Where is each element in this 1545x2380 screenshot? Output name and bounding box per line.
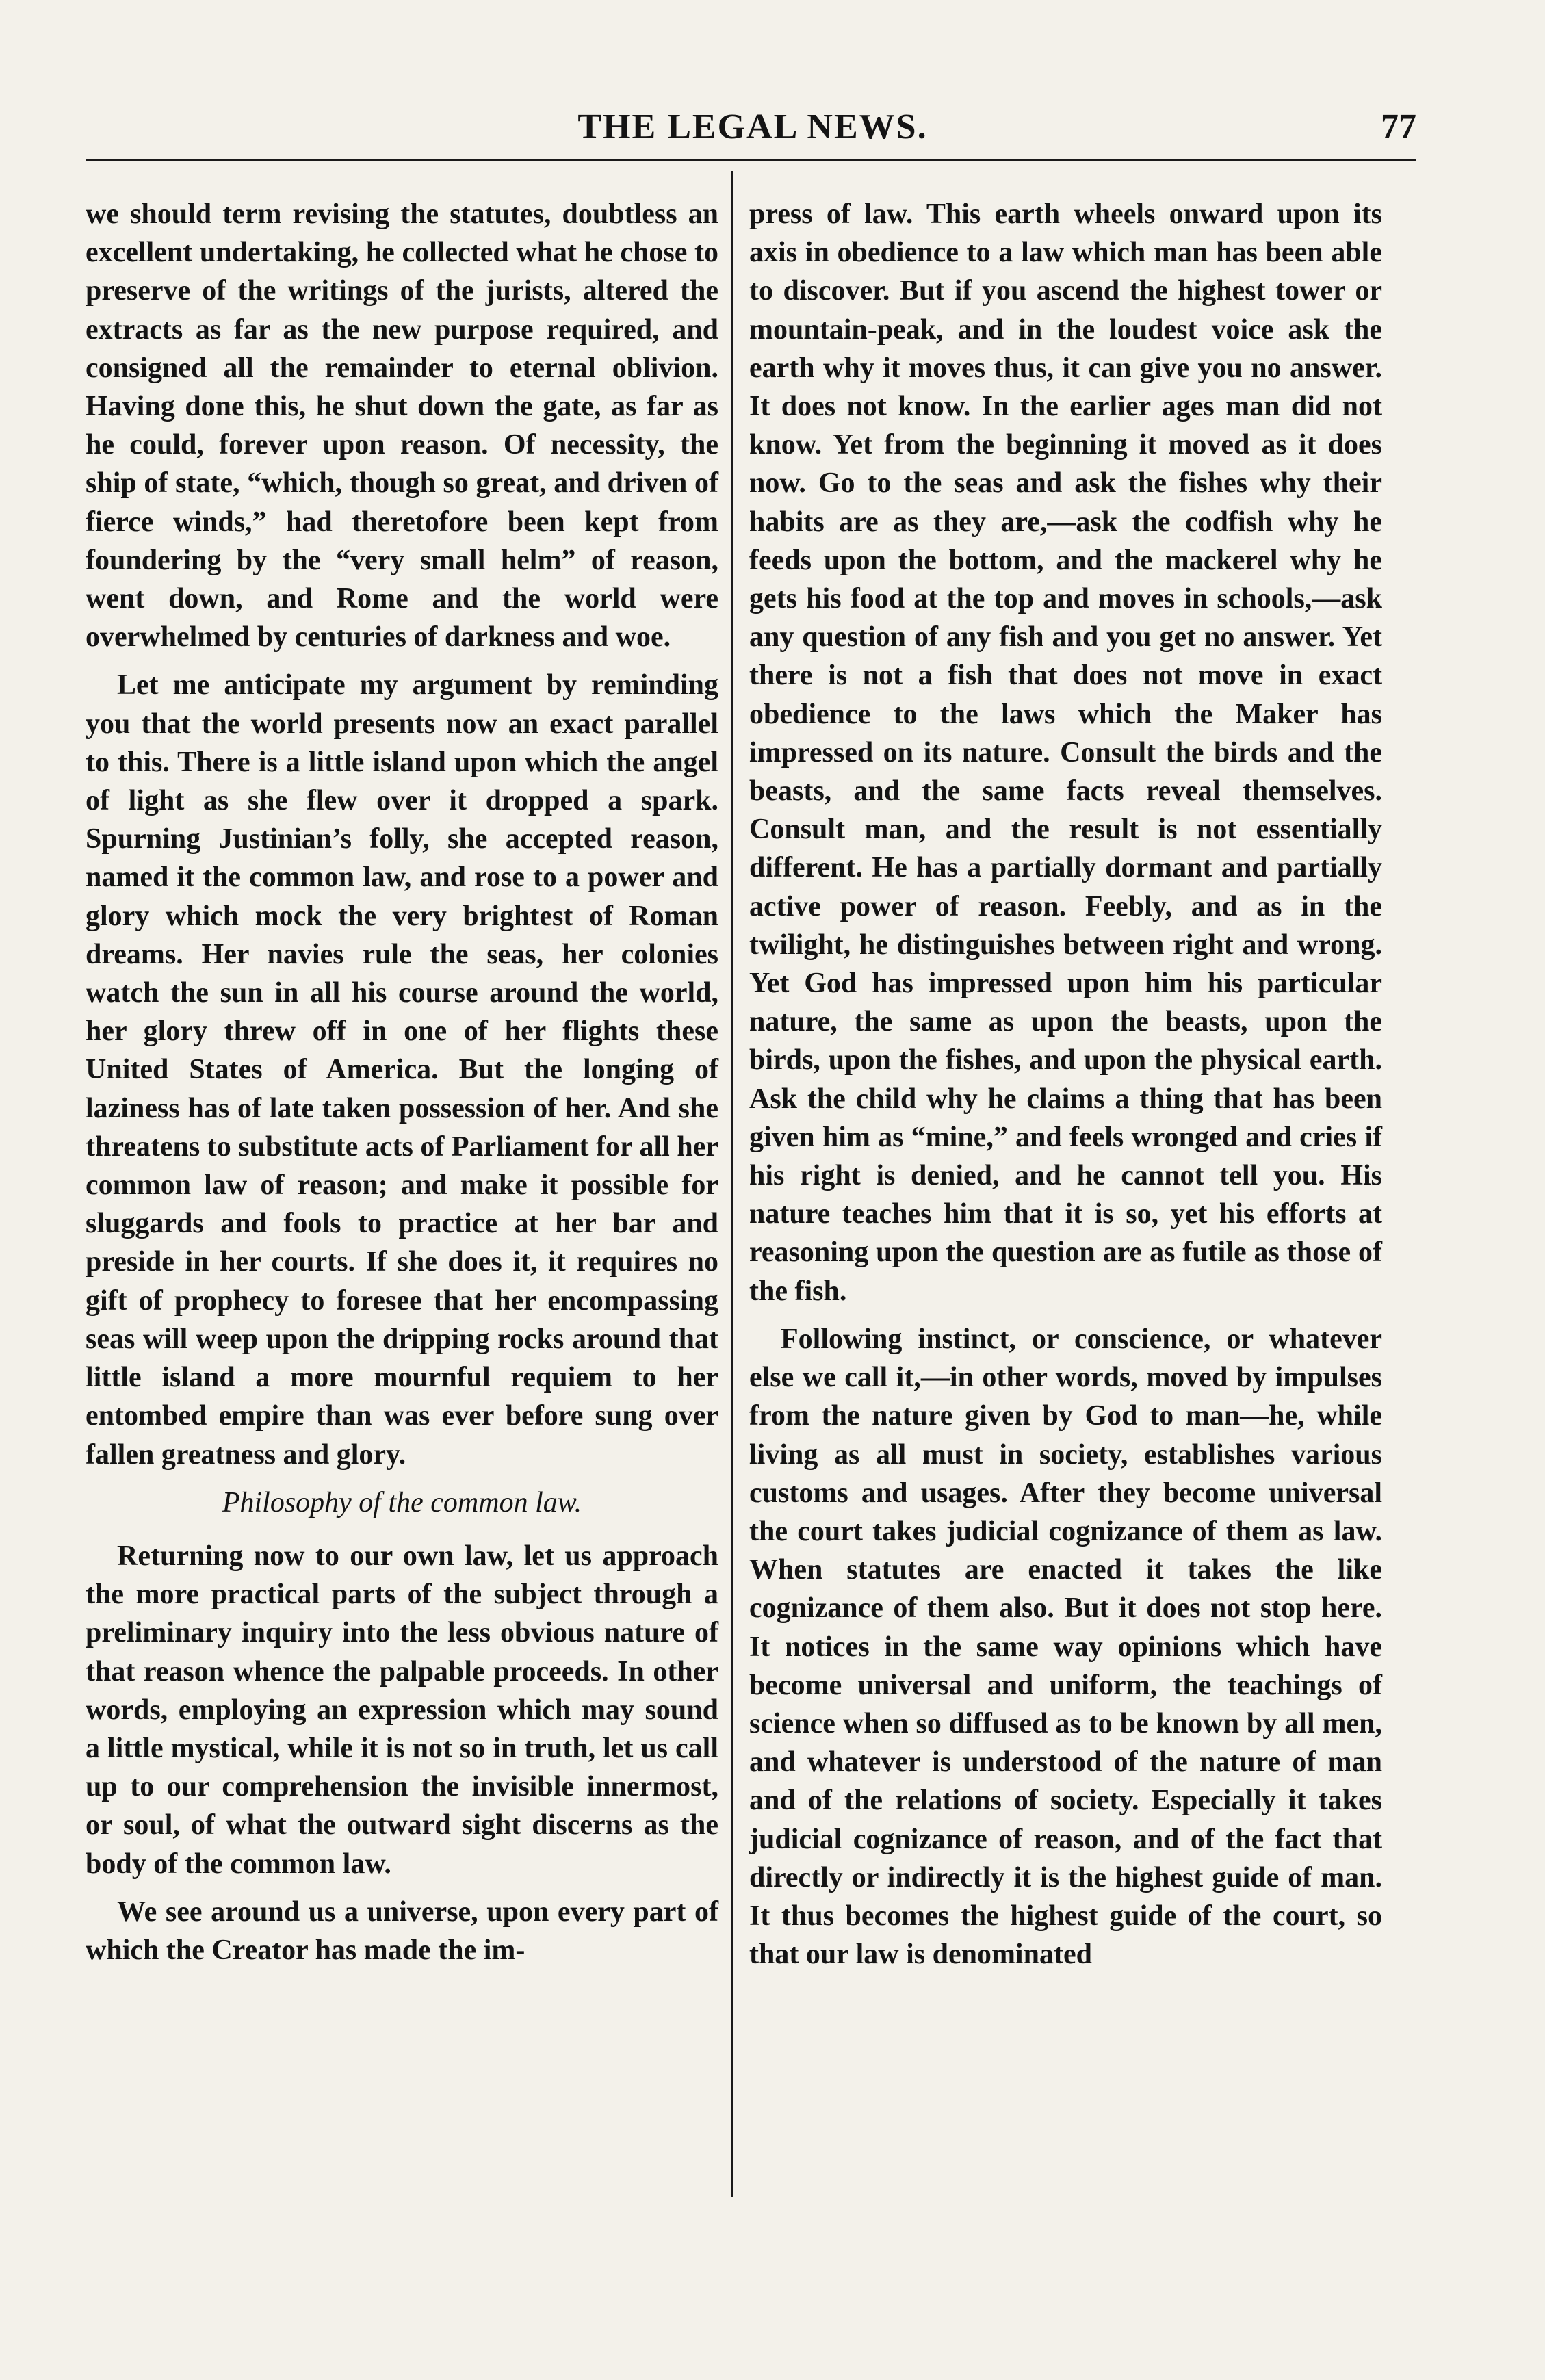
running-head: THE LEGAL NEWS. — [577, 107, 928, 146]
page-number: 77 — [1381, 107, 1416, 146]
section-heading: Philosophy of the common law. — [222, 1486, 582, 1518]
right-column — [749, 195, 1382, 1983]
paragraph: We see around us a universe, upon every part of which the Creator has made the im- — [86, 1896, 718, 1966]
header-rule — [86, 159, 1416, 161]
paragraph: press of law. This earth wheels onward upon its axis in obedience to a law which man has been able to discover. But if you ascend the highest tower or mountain-peak, and in the loudest voice ask the earth why it moves thus, it can give you no answer. It does not know. In the earlier ages man did not know. Yet from the beginning it moved as it does now. Go to the seas and ask the fishes why their habits are as they are,—ask the codfish why he feeds upon the bottom, and the mackerel why he gets his food at the top and moves in schools,—ask any question of any fish and you get no answer. Yet there is not a fish that does not move in exact obedience to the laws which the Maker has impressed on its nature. Consult the birds and the beasts, and the same facts reveal themselves. Consult man, and the result is not essentially different. He has a partially dormant and partially active power of reason. Feebly, and as in the twilight, he distinguishes between right and wrong. Yet God has impressed upon him his particular nature, the same as upon the beasts, upon the birds, upon the fishes, and upon the physical earth. Ask the child why he claims a thing that has been given him as “mine,” and feels wronged and cries if his right is denied, and he cannot tell you. His nature teaches him that it is so, yet his efforts at reasoning upon the question are as futile as those of the fish. — [749, 198, 1382, 1307]
paragraph: Returning now to our own law, let us approach the more practical parts of the subject through a preliminary inquiry into the less obvious nature of that reason whence the palpable proceeds. In other words, employing an expression which may sound a little mystical, while it is not so in truth, let us call up to our comprehension the invisible innermost, or soul, of what the outward sight discerns as the body of the common law. — [86, 1540, 718, 1880]
paragraph: we should term revising the statutes, doubtless an excellent undertaking, he collected what he chose to preserve of the writings of the jurists, altered the extracts as far as the new purpose required, and consigned all the remainder to eternal oblivion. Having done this, he shut down the gate, as far as he could, forever upon reason. Of necessity, the ship of state, “which, though so great, and driven of fierce winds,” had theretofore been kept from foundering by the “very small helm” of reason, went down, and Rome and the world were overwhelmed by centuries of darkness and woe. — [86, 198, 718, 654]
paragraph: Following instinct, or conscience, or whatever else we call it,—in other words, moved by impulses from the nature given by God to man—he, while living as all must in society, establishes various customs and usages. After they become universal the court takes judicial cognizance of them as law. When statutes are enacted it takes the like cognizance of them also. But it does not stop here. It notices in the same way opinions which have become universal and uniform, the teachings of science when so diffused as to be known by all men, and whatever is understood of the nature of man and of the relations of society. Especially it takes judicial cognizance of reason, and of the fact that directly or indirectly it is the highest guide of man. It thus becomes the highest guide of the court, so that our law is denominated — [749, 1323, 1382, 1971]
paragraph: Let me anticipate my argument by reminding you that the world presents now an exact parallel to this. There is a little island upon which the angel of light as she flew over it dropped a spark. Spurning Justinian’s folly, she accepted reason, named it the common law, and rose to a power and glory which mock the very brightest of Roman dreams. Her navies rule the seas, her colonies watch the sun in all his course around the world, her glory threw off in one of her flights these United States of America. But the longing of laziness has of late taken possession of her. And she threatens to substitute acts of Parliament for all her common law of reason; and make it possible for sluggards and fools to practice at her bar and preside in her courts. If she does it, it requires no gift of prophecy to foresee that her encompassing seas will weep upon the dripping rocks around that little island a more mournful requiem to her entombed empire than was ever before sung over fallen greatness and glory. — [86, 669, 718, 1471]
page-header — [89, 103, 1416, 157]
left-column — [86, 195, 718, 1979]
column-divider — [731, 171, 733, 2197]
